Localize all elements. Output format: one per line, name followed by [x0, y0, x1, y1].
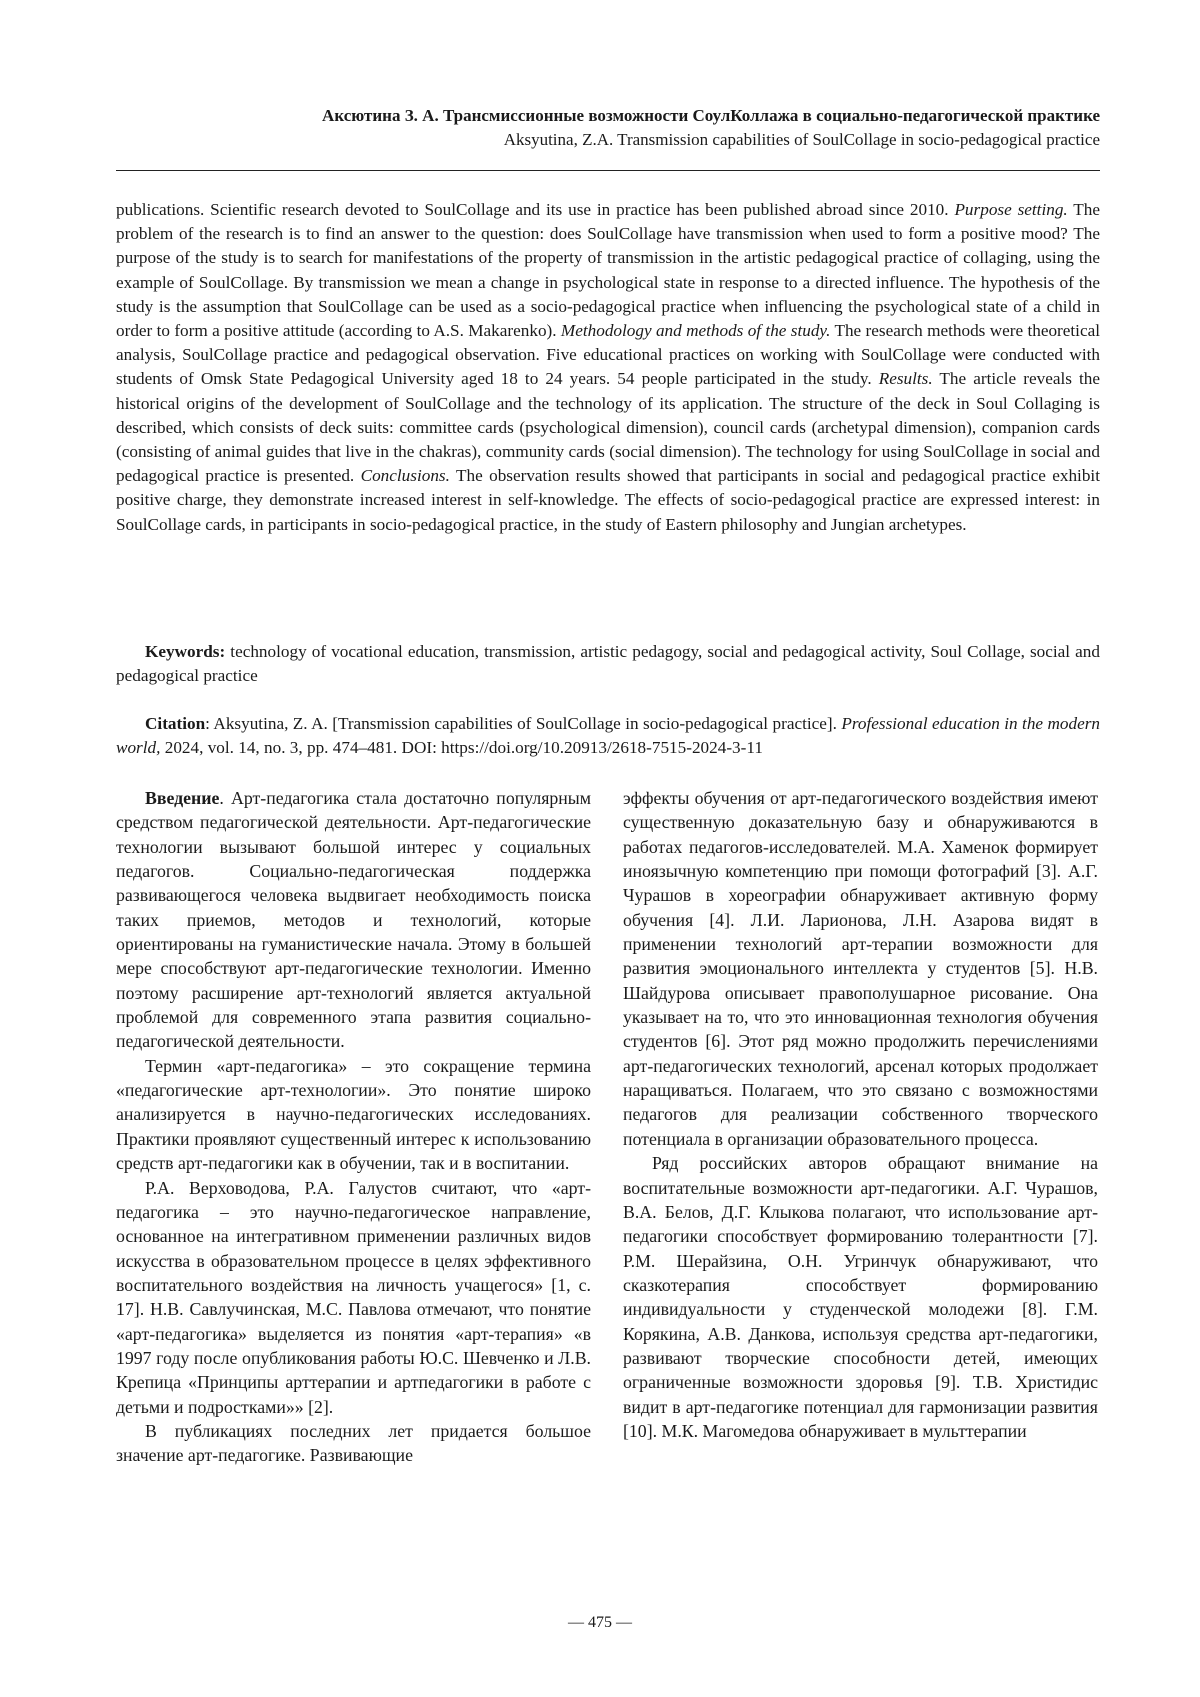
results-label: Results. [879, 369, 933, 388]
abstract-conclusions: The observation results showed that participants in social and pedagogical practice exhibit positive charge, they demonstrate increased interest in self-knowledge. The effects of socio-pedagogical practice are expressed interest: in SoulCollage cards, in participants in socio-pedagogical practice, in the study of Eastern philosophy and Jungian archetypes. [116, 466, 1100, 533]
body-column-left [116, 786, 591, 1468]
body-paragraph-4: В публикациях последних лет придается большое значение арт-педагогике. Развивающие [116, 1419, 591, 1468]
header-title-ru: Аксютина З. А. Трансмиссионные возможности СоулКоллажа в социально-педагогической практике [116, 104, 1100, 128]
abstract-intro: publications. Scientific research devoted to SoulCollage and its use in practice has been published abroad since 2010. [116, 200, 954, 219]
body-paragraph-5: эффекты обучения от арт-педагогического воздействия имеют существенную доказательную базу и обнаруживаются в работах педагогов-исследователей. М.А. Хаменок формирует иноязычную компетенцию при помощи фотографий [3]. А.Г. Чурашов в хореографии обнаруживает активную форму обучения [4]. Л.И. Ларионова, Л.Н. Азарова видят в применении технологий арт-терапии возможности для развития эмоционального интеллекта у студентов [5]. Н.В. Шайдурова описывает правополушарное рисование. Она указывает на то, что это инновационная технология обучения студентов [6]. Этот ряд можно продолжить перечислениями арт-педагогических технологий, арсенал которых продолжает наращиваться. Полагаем, что это связано с возможностями педагогов для реализации собственного творческого потенциала в организации образовательного процесса. [623, 786, 1098, 1151]
abstract-results: The article reveals the historical origins of the development of SoulCollage and the technology of its application. The structure of the deck in Soul Collaging is described, which consists of deck suits: committee cards (psychological dimension), council cards (archetypal dimension), companion cards (consisting of animal guides that live in the chakras), community cards (social dimension). The technology for using SoulCollage in social and pedagogical practice is presented. [116, 369, 1100, 485]
body-paragraph-6: Ряд российских авторов обращают внимание на воспитательные возможности арт-педагогики. А.Г. Чурашов, В.А. Белов, Д.Г. Клыкова полагают, что использование арт-педагогики способствует формированию толерантности [7]. Р.М. Шерайзина, О.Н. Угринчук обнаруживают, что сказкотерапия способствует формированию индивидуальности у студенческой молодежи [8]. Г.М. Корякина, А.В. Данкова, используя средства арт-педагогики, развивают творческие способности детей, имеющих ограниченные возможности здоровья [9]. Т.В. Христидис видит в арт-педагогике потенциал для гармонизации развития [10]. М.К. Магомедова обнаруживает в мульттерапии [623, 1151, 1098, 1443]
body-column-right [623, 786, 1098, 1443]
body-paragraph-1 [116, 786, 591, 1054]
methods-label: Methodology and methods of the study. [561, 321, 831, 340]
citation-label: Citation [145, 714, 205, 733]
keywords-label: Keywords: [145, 642, 225, 661]
page [0, 0, 1200, 1697]
body-paragraph-2: Термин «арт-педагогика» – это сокращение термина «педагогические арт-технологии». Это понятие широко анализируется в научно-педагогических исследованиях. Практики проявляют существенный интерес к использованию средств арт-педагогики как в обучении, так и в воспитании. [116, 1054, 591, 1176]
conclusions-label: Conclusions. [361, 466, 450, 485]
header-divider [116, 170, 1100, 171]
abstract-text [116, 198, 1100, 537]
keywords-text: technology of vocational education, transmission, artistic pedagogy, social and pedagogical activity, Soul Collage, social and pedagogical practice [116, 642, 1100, 685]
citation-text-1: : Aksyutina, Z. A. [Transmission capabilities of SoulCollage in socio-pedagogical practice]. [205, 714, 841, 733]
header-title-en: Aksyutina, Z.A. Transmission capabilities of SoulCollage in socio-pedagogical practice [116, 128, 1100, 152]
abstract-methods: The research methods were theoretical analysis, SoulCollage practice and pedagogical observation. Five educational practices on working with SoulCollage were conducted with students of Omsk State Pedagogical University aged 18 to 24 years. 54 people participated in the study. [116, 321, 1100, 388]
abstract-purpose: The problem of the research is to find an answer to the question: does SoulCollage have transmission when used to form a positive mood? The purpose of the study is to search for manifestations of the property of transmission in the artistic pedagogical practice of collaging, using the example of SoulCollage. By transmission we mean a change in psychological state in response to a directed influence. The hypothesis of the study is the assumption that SoulCollage can be used as a socio-pedagogical practice when influencing the psychological state of a child in order to form a positive attitude (according to A.S. Makarenko). [116, 200, 1100, 340]
citation [116, 712, 1100, 760]
body-p1-text: . Арт-педагогика стала достаточно популярным средством педагогической деятельности. Арт-педагогические технологии вызывают большой интерес у социальных педагогов. Социально-педагогическая поддержка развивающегося человека выдвигает необходимость поиска таких приемов, методов и технологий, которые ориентированы на гуманистические начала. Этому в большей мере способствуют арт-педагогические технологии. Именно поэтому расширение арт-технологий является актуальной проблемой для современного этапа развития социально-педагогической деятельности. [116, 788, 591, 1051]
purpose-label: Purpose setting. [954, 200, 1067, 219]
citation-journal: Professional education in the modern world, [116, 714, 1100, 757]
abstract [116, 198, 1100, 537]
body-paragraph-3: Р.А. Верховодова, Р.А. Галустов считают, что «арт-педагогика – это научно-педагогическое направление, основанное на интегративном применении различных видов искусства в образовательном процессе в целях эффективного воспитательного воздействия на личность учащегося» [1, с. 17]. Н.В. Савлучинская, М.С. Павлова отмечают, что понятие «арт-педагогика» выделяется из понятия «арт-терапия» «в 1997 году после опубликования работы Ю.С. Шевченко и Л.В. Крепица «Принципы арттерапии и артпедагогики в работе с детьми и подростками»» [2]. [116, 1176, 591, 1419]
page-number: — 475 — [0, 1614, 1200, 1632]
citation-text-2: 2024, vol. 14, no. 3, pp. 474–481. DOI: https://doi.org/10.20913/2618-7515-2024-3-11 [160, 738, 763, 757]
running-header [116, 104, 1100, 152]
intro-label: Введение [145, 788, 219, 808]
keywords [116, 640, 1100, 688]
